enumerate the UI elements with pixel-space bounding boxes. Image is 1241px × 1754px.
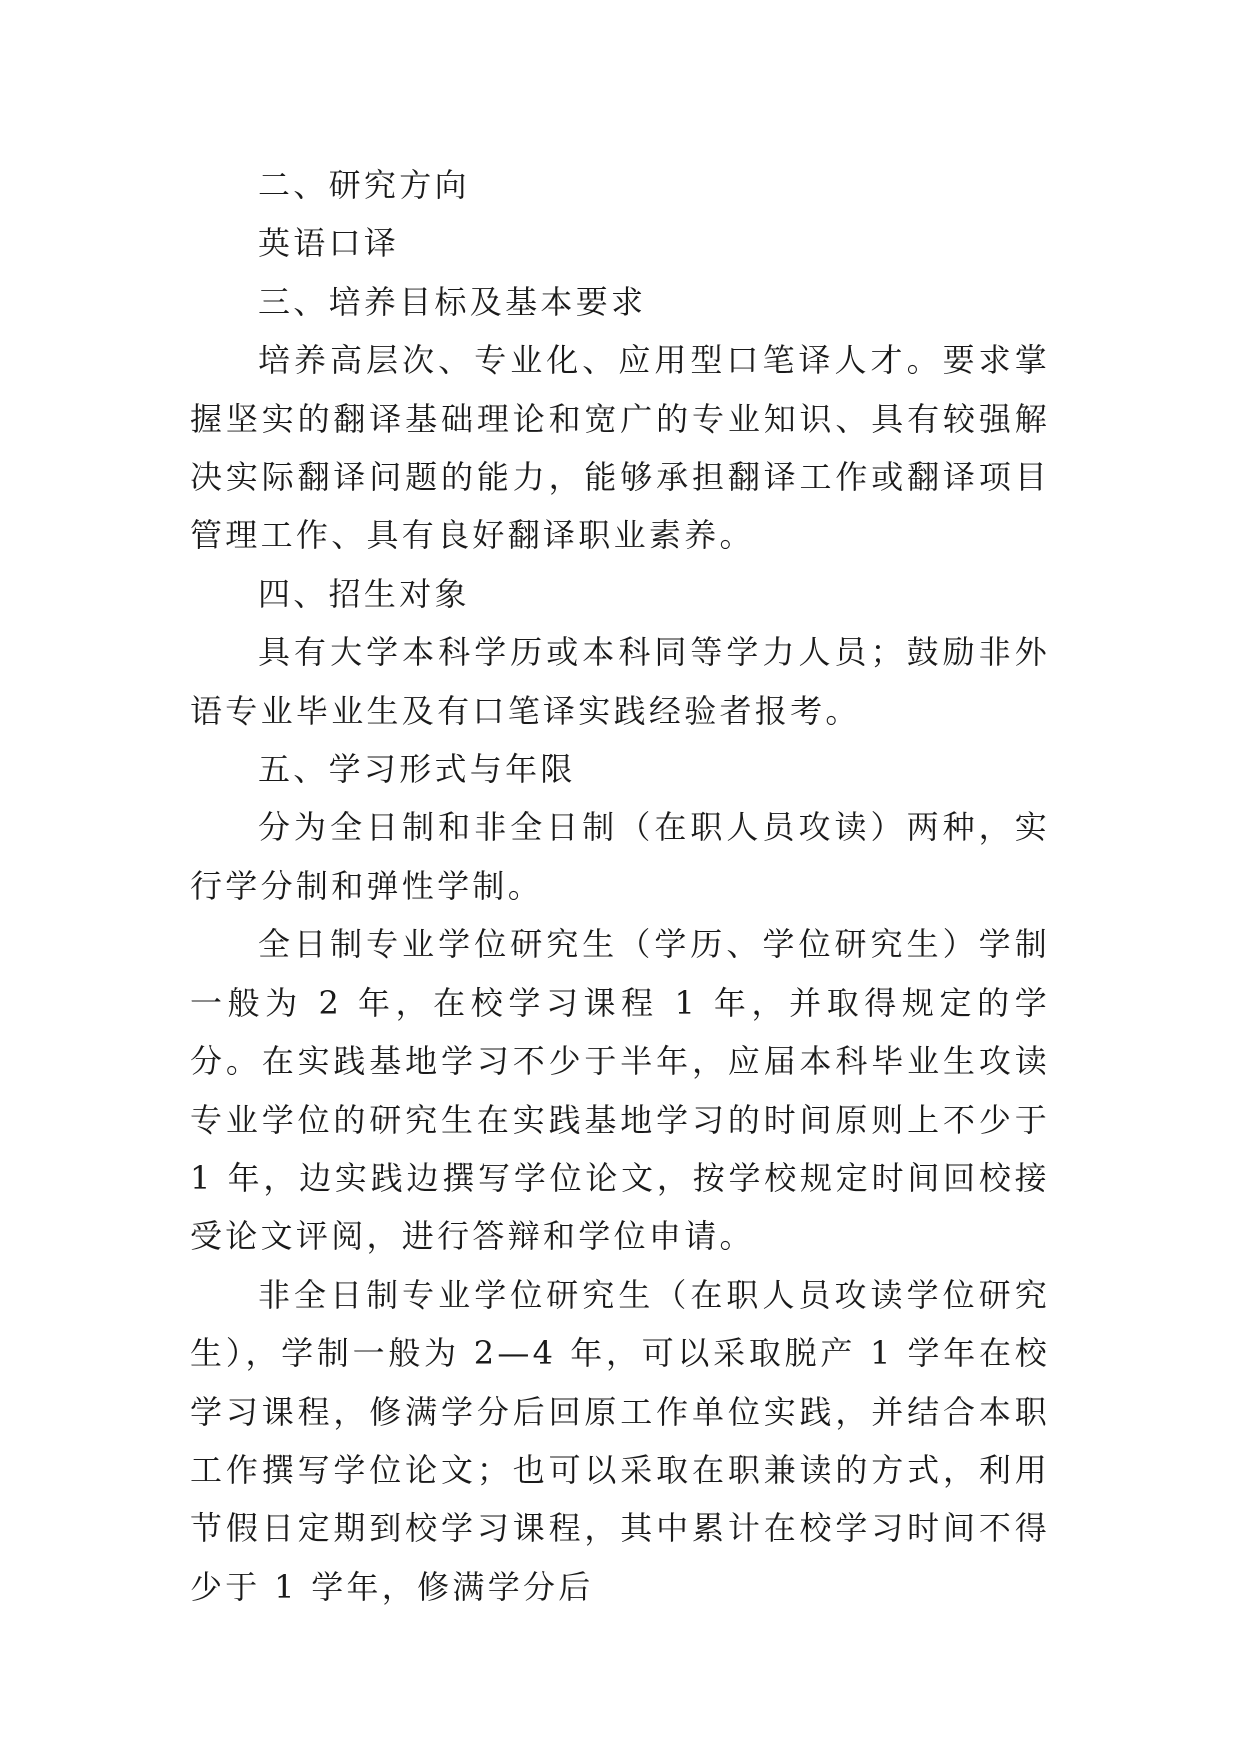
document-body (190, 156, 1050, 1616)
study-form-text: 分为全日制和非全日制（在职人员攻读）两种，实行学分制和弹性学制。 (190, 808, 1050, 905)
enrollment-text: 具有大学本科学历或本科同等学力人员；鼓励非外语专业毕业生及有口笔译实践经验者报考。 (190, 633, 1050, 730)
section-heading-study-form: 五、学习形式与年限 (258, 750, 576, 789)
training-goals-text: 培养高层次、专业化、应用型口笔译人才。要求掌握坚实的翻译基础理论和宽广的专业知识、具有较强解决实际翻译问题的能力，能够承担翻译工作或翻译项目管理工作、具有良好翻译职业素养。 (190, 341, 1050, 555)
section-heading-training-goals: 三、培养目标及基本要求 (258, 282, 647, 321)
research-direction-text: 英语口译 (258, 224, 400, 263)
section-heading-research-direction: 二、研究方向 (258, 166, 470, 204)
full-time-program-text: 全日制专业学位研究生（学历、学位研究生）学制一般为 2 年，在校学习课程 1 年，并取得规定的学分。在实践基地学习不少于半年，应届本科毕业生攻读专业学位的研究生在实践基地学习的时间原则上不少于 1 年，边实践边撰写学位论文，按学校规定时间回校接受论文评阅，进行答辩和学位申请。 (190, 925, 1050, 1256)
part-time-program-text: 非全日制专业学位研究生（在职人员攻读学位研究生），学制一般为 2—4 年，可以采取脱产 1 学年在校学习课程，修满学分后回原工作单位实践，并结合本职工作撰写学位论文；也可以采取在职兼读的方式，利用节假日定期到校学习课程，其中累计在校学习时间不得少于 1 学年，修满学分后 (190, 1275, 1050, 1606)
section-heading-enrollment: 四、招生对象 (258, 574, 470, 613)
